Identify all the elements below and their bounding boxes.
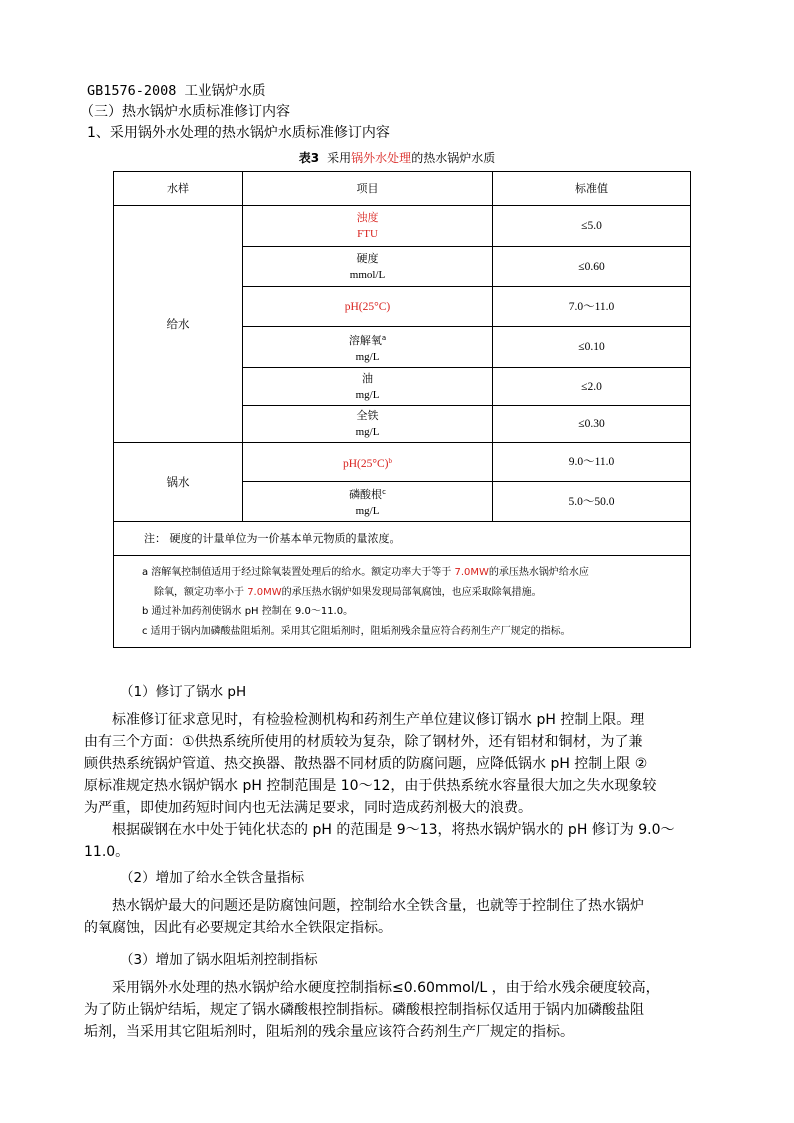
group-boiler-water: 锅水 <box>114 443 243 522</box>
item-name: 全铁 <box>356 409 379 422</box>
item-unit: mmol/L <box>349 268 386 281</box>
item-name: pH(25°C) <box>344 300 391 313</box>
paragraph-line: 为严重，即使加药短时间内也无法满足要求，同时造成药剂极大的浪费。 <box>84 800 532 816</box>
subsection-title: 1、采用锅外水处理的热水锅炉水质标准修订内容 <box>87 125 390 141</box>
item-cell <box>243 287 493 327</box>
item-name: 溶解氧 <box>348 333 382 347</box>
header-value: 标准值 <box>493 172 691 206</box>
value-cell: 5.0～50.0 <box>493 482 691 522</box>
group-feed-water: 给水 <box>114 206 243 443</box>
section-body-ph <box>84 709 718 863</box>
table-row <box>114 443 691 482</box>
item-cell <box>243 247 493 287</box>
item-cell <box>243 206 493 247</box>
value-cell: ≤0.10 <box>493 327 691 368</box>
section-body-iron <box>84 895 718 939</box>
table-header-row <box>114 172 691 206</box>
table-note: 注： 硬度的计量单位为一价基本单元物质的量浓度。 <box>114 522 691 556</box>
item-cell <box>243 327 493 368</box>
item-cell <box>243 368 493 406</box>
header-sample: 水样 <box>114 172 243 206</box>
paragraph-line: 为了防止锅炉结垢，规定了锅水磷酸根控制指标。磷酸根控制指标仅适用于锅内加磷酸盐阻 <box>84 1002 644 1018</box>
value-cell: ≤5.0 <box>493 206 691 247</box>
item-cell <box>243 482 493 522</box>
item-name: pH(25°C) <box>343 457 389 470</box>
footnote-mark: c <box>382 488 386 496</box>
item-name-wrap <box>243 484 492 503</box>
paragraph-line: 热水锅炉最大的问题还是防腐蚀问题，控制给水全铁含量，也就等于控制住了热水锅炉 <box>112 898 644 914</box>
paragraph-line: 原标准规定热水锅炉锅水 pH 控制范围是 10～12，由于供热系统水容量很大加之失水现象较 <box>84 778 657 794</box>
item-cell <box>243 443 493 482</box>
value-cell: ≤2.0 <box>493 368 691 406</box>
item-unit: FTU <box>357 228 378 240</box>
item-name: 硬度 <box>356 251 379 265</box>
paragraph-line: 顾供热系统锅炉管道、热交换器、散热器不同材质的防腐问题，应降低锅水 pH 控制上限 ② <box>84 756 648 772</box>
item-unit: mg/L <box>355 505 380 517</box>
caption-text-highlight: 锅外水处理 <box>351 151 412 165</box>
footnote-a-text-4: 的承压热水锅炉如果发现局部氧腐蚀，也应采取除氧措施。 <box>281 586 542 598</box>
footnote-b: b 通过补加药剂使锅水 pH 控制在 9.0～11.0。 <box>142 606 354 617</box>
item-cell <box>243 406 493 443</box>
section-body-scale-inhibitor <box>84 977 718 1043</box>
caption-text-post: 的热水锅炉水质 <box>411 151 496 165</box>
item-name: 浊度 <box>356 211 379 224</box>
value-cell: ≤0.30 <box>493 406 691 443</box>
footnote-a-text-3: 除氧，额定功率小于 <box>154 586 248 598</box>
item-name-wrap <box>243 330 492 349</box>
paragraph-line: 根据碳钢在水中处于钝化状态的 pH 的范围是 9～13，将热水锅炉锅水的 pH 修订为 9.0～ <box>112 822 675 838</box>
value-cell: 9.0～11.0 <box>493 443 691 482</box>
footnote-mark: a <box>381 333 387 342</box>
value-cell: 7.0～11.0 <box>493 287 691 327</box>
item-name: 油 <box>362 371 373 385</box>
value-cell: ≤0.60 <box>493 247 691 287</box>
table-row <box>114 206 691 247</box>
table-footnotes <box>114 556 691 648</box>
item-name-wrap <box>243 453 492 472</box>
paragraph-line: 采用锅外水处理的热水锅炉给水硬度控制指标≤0.60mmol/L ，由于给水残余硬度较高， <box>112 980 660 996</box>
footnote-c: c 适用于锅内加磷酸盐阻垢剂。采用其它阻垢剂时，阻垢剂残余量应符合药剂生产厂规定的指标。 <box>142 625 571 637</box>
item-unit: mg/L <box>355 388 380 401</box>
footnote-a-continued <box>142 583 682 603</box>
item-name: 磷酸根 <box>349 488 383 501</box>
paragraph-line: 垢剂，当采用其它阻垢剂时，阻垢剂的残余量应该符合药剂生产厂规定的指标。 <box>84 1024 574 1040</box>
section-title: （三）热水锅炉水质标准修订内容 <box>80 104 290 120</box>
paragraph-line: 标准修订征求意见时，有检验检测机构和药剂生产单位建议修订锅水 pH 控制上限。理 <box>112 712 645 728</box>
table-note-row <box>114 522 691 556</box>
section-heading-scale-inhibitor: （3）增加了锅水阻垢剂控制指标 <box>120 952 318 968</box>
item-unit: mg/L <box>355 426 380 438</box>
footnote-a <box>142 563 682 583</box>
table-footnotes-row <box>114 556 691 648</box>
table-number: 表3 <box>298 151 320 165</box>
footnote-a-highlight-2: 7.0MW <box>247 586 282 598</box>
paragraph-line: 的氧腐蚀，因此有必要规定其给水全铁限定指标。 <box>84 920 392 936</box>
footnote-mark: b <box>388 456 392 465</box>
standard-code-title: GB1576-2008 工业锅炉水质 <box>87 83 266 99</box>
footnote-a-text-2: 的承压热水锅炉给水应 <box>488 567 589 578</box>
footnote-a-text-1: a 溶解氧控制值适用于经过除氧装置处理后的给水。额定功率大于等于 <box>142 567 455 578</box>
paragraph-line: 11.0。 <box>84 844 130 860</box>
section-heading-iron: （2）增加了给水全铁含量指标 <box>120 870 305 886</box>
item-unit: mg/L <box>355 350 380 363</box>
water-quality-table <box>113 171 691 648</box>
footnote-a-highlight-1: 7.0MW <box>454 567 489 578</box>
caption-text-pre: 采用 <box>327 151 352 165</box>
paragraph-line: 由有三个方面：①供热系统所使用的材质较为复杂，除了钢材外，还有铝材和铜材，为了兼 <box>84 734 643 750</box>
section-heading-ph: （1）修订了锅水 pH <box>120 684 247 700</box>
header-item: 项目 <box>243 172 493 206</box>
table-caption <box>0 150 794 166</box>
